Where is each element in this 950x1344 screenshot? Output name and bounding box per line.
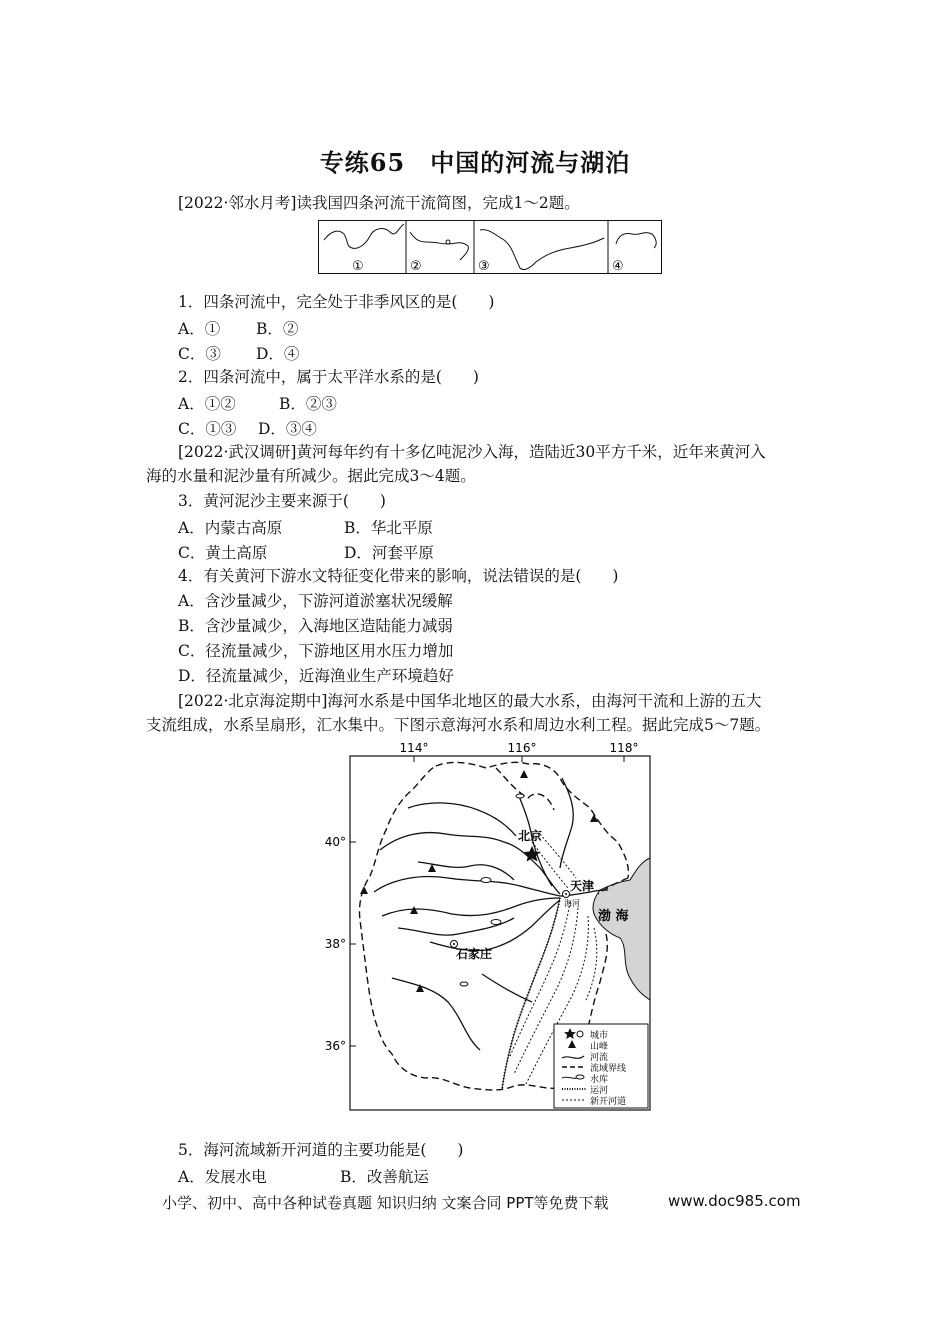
lat-label-38: 38° [324,937,346,951]
question-2-option-a: A．①② [178,395,236,413]
question-2-option-b: B．②③ [279,395,337,413]
reservoir-1 [481,878,491,883]
lon-label-116: 116° [507,741,537,755]
question-1-option-a: A．① [178,320,221,338]
question-5-option-b: B．改善航运 [340,1168,429,1186]
legend-boundary: 流域界线 [590,1064,627,1074]
question-4-option-b: B．含沙量减少，入海地区造陆能力减弱 [178,617,453,635]
question-4-option-c: C．径流量减少，下游地区用水压力增加 [178,642,454,660]
question-2-option-c: C．①③ [178,420,237,438]
river-label-1: ① [352,259,364,274]
haihe-basin-map [318,738,658,1114]
legend-river: 河流 [590,1053,609,1063]
intro-text-2-line-1: [2022·武汉调研]黄河每年约有十多亿吨泥沙入海，造陆近30平方千米，近年来黄河入 [178,443,766,461]
lon-label-114: 114° [399,741,429,755]
intro-text-2-line-2: 海的水量和泥沙量有所减少。据此完成3～4题。 [146,467,476,485]
question-2-stem: 2．四条河流中，属于太平洋水系的是( ) [178,368,479,386]
question-3-option-b: B．华北平原 [344,519,433,537]
legend-canal: 运河 [590,1086,609,1096]
page-title: 专练65 中国的河流与湖泊 [319,148,631,177]
haihe-label: 海河 [564,899,580,908]
legend-reservoir: 水库 [590,1075,609,1085]
question-1-option-b: B．② [256,320,299,338]
question-4-option-a: A．含沙量减少，下游河道淤塞状况缓解 [178,592,453,610]
reservoir-3 [516,794,524,798]
lat-label-40: 40° [324,835,346,849]
lat-label-36: 36° [324,1039,346,1053]
footer-link[interactable]: www.doc985.com [668,1192,801,1210]
question-1-option-d: D．④ [256,345,300,363]
lon-label-118: 118° [609,741,639,755]
shijiazhuang-label: 石家庄 [456,947,493,961]
river-label-2: ② [410,259,422,274]
tianjin-label: 天津 [570,879,595,893]
reservoir-4 [460,982,468,986]
question-4-stem: 4．有关黄河下游水文特征变化带来的影响，说法错误的是( ) [178,567,619,585]
question-1-option-c: C．③ [178,345,221,363]
intro-text-1: [2022·邻水月考]读我国四条河流干流简图，完成1～2题。 [178,194,580,212]
beijing-label: 北京 [518,829,543,843]
question-3-stem: 3．黄河泥沙主要来源于( ) [178,492,386,510]
question-1-stem: 1．四条河流中，完全处于非季风区的是( ) [178,293,495,311]
intro-text-3-line-1: [2022·北京海淀期中]海河水系是中国华北地区的最大水系，由海河干流和上游的五大 [178,692,762,710]
legend-mountain: 山峰 [590,1042,609,1052]
river-label-4: ④ [612,259,624,274]
river-label-3: ③ [478,259,490,274]
question-4-option-d: D．径流量减少，近海渔业生产环境趋好 [178,667,454,685]
question-5-option-a: A．发展水电 [178,1168,267,1186]
question-3-option-d: D．河套平原 [344,544,434,562]
question-3-option-a: A．内蒙古高原 [178,519,283,537]
question-5-stem: 5．海河流域新开河道的主要功能是( ) [178,1141,464,1159]
bohai-label: 渤 海 [598,909,629,924]
river-sketch-figure [318,220,662,274]
footer-text: 小学、初中、高中各种试卷真题 知识归纳 文案合同 PPT等免费下载 [162,1194,609,1212]
legend-city: 城市 [590,1031,609,1041]
question-2-option-d: D．③④ [258,420,317,438]
reservoir-2 [491,920,501,925]
intro-text-3-line-2: 支流组成，水系呈扇形，汇水集中。下图示意海河水系和周边水利工程。据此完成5～7题。 [146,716,771,734]
question-3-option-c: C．黄土高原 [178,544,268,562]
legend-city-icon [577,1031,583,1037]
legend-new-channel: 新开河道 [590,1097,627,1107]
